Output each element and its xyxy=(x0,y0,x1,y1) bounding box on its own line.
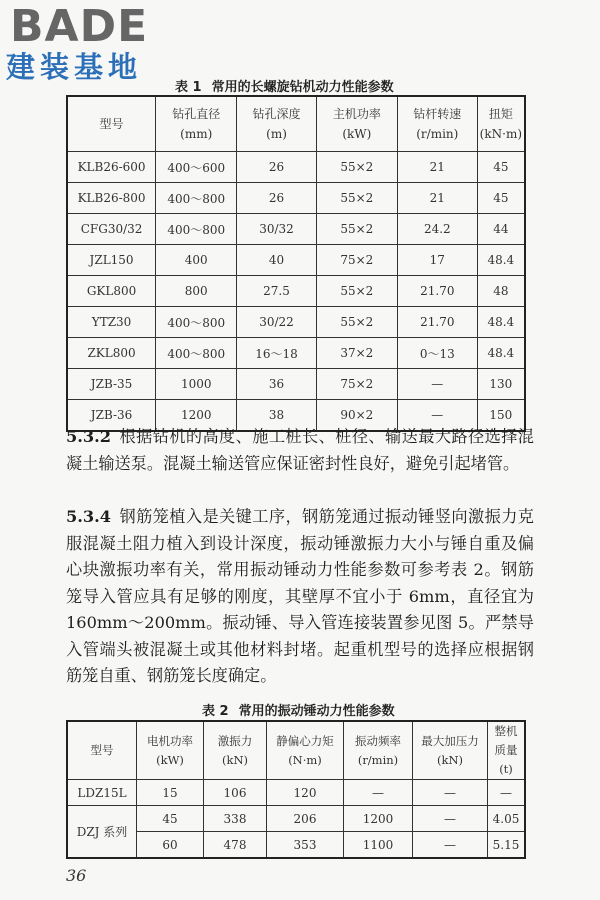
table1-row xyxy=(67,245,525,276)
table-cell: 27.5 xyxy=(237,276,316,307)
table-cell: 55×2 xyxy=(316,183,397,214)
table1-title: 常用的长螺旋钻机动力性能参数 xyxy=(211,80,394,95)
table2-row xyxy=(67,780,525,806)
table-cell: 45 xyxy=(477,152,525,183)
table-cell: — xyxy=(413,806,488,832)
table-cell: 45 xyxy=(477,183,525,214)
table-cell: 30/22 xyxy=(237,307,316,338)
table2-row xyxy=(67,806,525,832)
table-cell: 1200 xyxy=(156,400,237,432)
table2-header-cell: 振动频率 (r/min) xyxy=(344,721,413,780)
table-cell: 26 xyxy=(237,183,316,214)
paragraph-5-3-4 xyxy=(66,504,534,690)
table-cell: 21 xyxy=(397,152,477,183)
table-cell: — xyxy=(488,780,526,806)
table2-header-cell: 最大加压力 (kN) xyxy=(413,721,488,780)
table-cell: — xyxy=(344,780,413,806)
table-cell: 478 xyxy=(204,832,267,859)
table-cell: 206 xyxy=(267,806,344,832)
paragraph-text: 钢筋笼植入是关键工序，钢筋笼通过振动锤竖向激振力克服混凝土阻力植入到设计深度，振动锤激振力大小与锤自重及偏心块激振功率有关，常用振动锤动力性能参数可参考表 2。钢筋笼导入管应具有足够的刚度，其壁厚不宜小于 6mm，直径宜为 160mm～200mm。振动锤、导入管连接装置参见图 5。严禁导入管端头被混凝土或其他材料封堵。起重机型号的选择应根据钢筋笼自重、钢筋笼长度确定。 xyxy=(66,507,534,685)
table-cell: — xyxy=(413,780,488,806)
table2-header-cell: 整机质量 (t) xyxy=(488,721,526,780)
table1-header-cell: 钻孔深度 (m) xyxy=(237,96,316,152)
table2-header-cell: 激振力 (kN) xyxy=(204,721,267,780)
table-cell: 5.15 xyxy=(488,832,526,859)
table-cell: 130 xyxy=(477,369,525,400)
table-cell: CFG30/32 xyxy=(67,214,156,245)
table2-header-cell: 电机功率 (kW) xyxy=(137,721,204,780)
logo-wordmark: BADE xyxy=(10,1,149,52)
section-number: 5.3.2 xyxy=(66,427,112,446)
table-cell: 48.4 xyxy=(477,307,525,338)
table2-header-cell: 型号 xyxy=(67,721,137,780)
table1-row xyxy=(67,369,525,400)
table-cell: 800 xyxy=(156,276,237,307)
table-cell: 106 xyxy=(204,780,267,806)
table-cell: 48 xyxy=(477,276,525,307)
table-cell: ZKL800 xyxy=(67,338,156,369)
logo-chinese-name: 建装基地 xyxy=(6,50,143,84)
table2-title: 常用的振动锤动力性能参数 xyxy=(238,704,395,719)
table1-number: 表 1 xyxy=(175,80,202,95)
table-cell: 55×2 xyxy=(316,307,397,338)
table-cell: 400～600 xyxy=(156,152,237,183)
table-cell: 37×2 xyxy=(316,338,397,369)
table-cell: GKL800 xyxy=(67,276,156,307)
table1-row xyxy=(67,214,525,245)
table-cell: 75×2 xyxy=(316,369,397,400)
table-cell: KLB26-600 xyxy=(67,152,156,183)
vibratory-hammer-parameters-table xyxy=(66,720,526,859)
table-cell: 48.4 xyxy=(477,245,525,276)
table1-row xyxy=(67,307,525,338)
table-cell: 40 xyxy=(237,245,316,276)
table-cell: 30/32 xyxy=(237,214,316,245)
table-cell: 150 xyxy=(477,400,525,432)
table-cell: 0～13 xyxy=(397,338,477,369)
table-cell: 17 xyxy=(397,245,477,276)
table1-header-cell: 钻孔直径 (mm) xyxy=(156,96,237,152)
table-cell: 15 xyxy=(137,780,204,806)
table1-header-row xyxy=(67,96,525,152)
table-cell: 400～800 xyxy=(156,338,237,369)
table-cell: 21.70 xyxy=(397,307,477,338)
table-cell: 1000 xyxy=(156,369,237,400)
table-cell: 60 xyxy=(137,832,204,859)
table-cell: 338 xyxy=(204,806,267,832)
table1-header-cell: 扭矩 (kN·m) xyxy=(477,96,525,152)
table-cell: — xyxy=(397,400,477,432)
table2-caption xyxy=(202,700,395,719)
paragraph-text: 根据钻机的高度、施工桩长、桩径、输送最大路径选择混凝土输送泵。混凝土输送管应保证密封性良好，避免引起堵管。 xyxy=(66,427,534,473)
table-cell: 55×2 xyxy=(316,214,397,245)
table-cell: 400～800 xyxy=(156,183,237,214)
table1-header-cell: 钻杆转速 (r/min) xyxy=(397,96,477,152)
table-cell: JZB-36 xyxy=(67,400,156,432)
table-cell: — xyxy=(397,369,477,400)
paragraph-5-3-2 xyxy=(66,424,534,477)
table-cell: 400～800 xyxy=(156,307,237,338)
table-cell: 400 xyxy=(156,245,237,276)
table-cell: 4.05 xyxy=(488,806,526,832)
table-cell: 48.4 xyxy=(477,338,525,369)
table-cell: 24.2 xyxy=(397,214,477,245)
table-cell: 55×2 xyxy=(316,276,397,307)
table-cell: 400～800 xyxy=(156,214,237,245)
table2-row xyxy=(67,832,525,859)
drill-rig-parameters-table xyxy=(66,95,526,432)
table1-row xyxy=(67,338,525,369)
table-cell: 44 xyxy=(477,214,525,245)
table1-caption xyxy=(175,76,394,95)
table-cell: KLB26-800 xyxy=(67,183,156,214)
page-number: 36 xyxy=(66,866,87,885)
table1-header-cell: 主机功率 (kW) xyxy=(316,96,397,152)
table1-row xyxy=(67,152,525,183)
table-cell: 26 xyxy=(237,152,316,183)
table-cell: LDZ15L xyxy=(67,780,137,806)
table-cell: 1100 xyxy=(344,832,413,859)
table2-header-row xyxy=(67,721,525,780)
table-cell: 36 xyxy=(237,369,316,400)
table2-number: 表 2 xyxy=(202,704,229,719)
table-cell: 21 xyxy=(397,183,477,214)
table2-header-cell: 静偏心力矩 (N·m) xyxy=(267,721,344,780)
table-cell: 353 xyxy=(267,832,344,859)
table1-header-cell: 型号 xyxy=(67,96,156,152)
table-cell: 75×2 xyxy=(316,245,397,276)
section-number: 5.3.4 xyxy=(66,507,112,526)
table-cell: 90×2 xyxy=(316,400,397,432)
table1-row xyxy=(67,183,525,214)
table-cell: 21.70 xyxy=(397,276,477,307)
table-cell: 1200 xyxy=(344,806,413,832)
table-cell: 16～18 xyxy=(237,338,316,369)
table-cell: DZJ 系列 xyxy=(67,806,137,859)
table-cell: YTZ30 xyxy=(67,307,156,338)
table-cell: — xyxy=(413,832,488,859)
table-cell: 120 xyxy=(267,780,344,806)
table-cell: 38 xyxy=(237,400,316,432)
table-cell: JZL150 xyxy=(67,245,156,276)
table-cell: 55×2 xyxy=(316,152,397,183)
brand-logo xyxy=(6,1,186,84)
table-cell: 45 xyxy=(137,806,204,832)
table1-row xyxy=(67,276,525,307)
table-cell: JZB-35 xyxy=(67,369,156,400)
